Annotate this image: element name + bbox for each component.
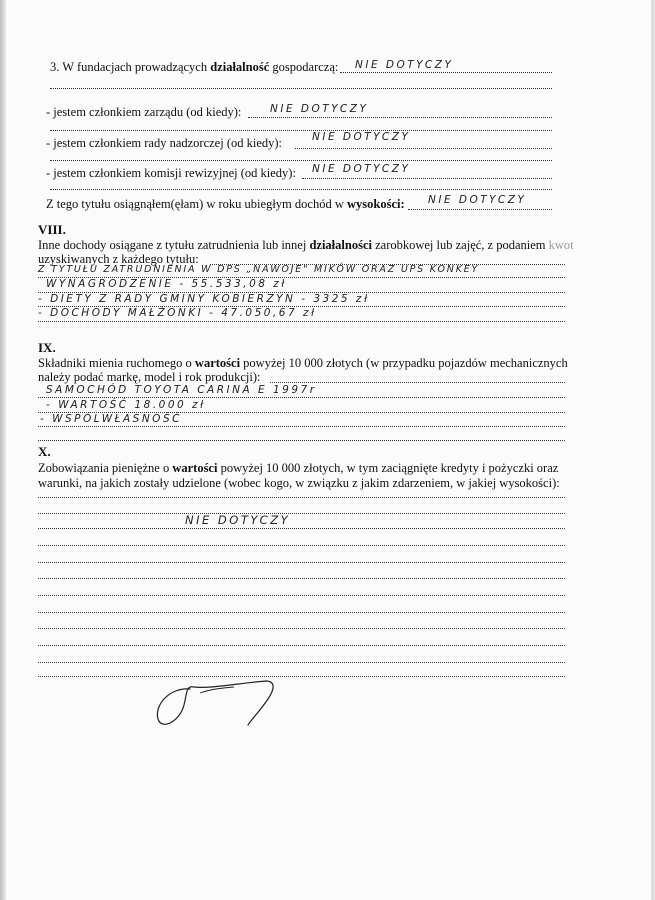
fill-line	[50, 130, 552, 131]
sec10-heading: X.	[38, 444, 51, 459]
fill-line	[340, 72, 552, 73]
sec3-dochod: Z tego tytułu osiągnąłem(ęłam) w roku ubiegłym dochód w wysokości:	[46, 197, 405, 211]
sec8-text2: uzyskiwanych z każdego tytułu:	[38, 252, 199, 266]
sec10-text2: warunki, na jakich zostały udzielone (wobec kogo, w związku z jakim zdarzeniem, w jakiej wysokości):	[38, 476, 560, 490]
fill-line	[38, 662, 565, 663]
sec10-text1: Zobowiązania pieniężne o wartości powyżej 10 000 złotych, w tym zaciągnięte kredyty i pożyczki oraz	[38, 461, 559, 475]
scan-edge-left	[0, 0, 6, 900]
fill-line	[270, 382, 565, 383]
fill-line	[38, 595, 565, 596]
fill-line	[38, 645, 565, 646]
hw-sec8-line: - DOCHODY MAŁŻONKI - 47.050,67 zł	[38, 307, 317, 319]
fill-line	[50, 189, 552, 190]
hw-sec8-line: Z TYTUŁU ZATRUDNIENIA W DPS „NAWOJE" MIKÓW ORAZ UPS KONKEY	[38, 264, 480, 275]
sec9-heading: IX.	[38, 340, 56, 355]
fill-line	[38, 528, 565, 529]
fill-line	[38, 612, 565, 613]
fill-line	[38, 578, 565, 579]
sec3-rada: - jestem członkiem rady nadzorczej (od kiedy):	[46, 136, 283, 150]
fill-line	[50, 88, 552, 89]
hw-sec9-line: SAMOCHÓD TOYOTA CARINA E 1997r	[46, 384, 317, 396]
fill-line	[38, 513, 565, 514]
scan-edge-right	[651, 0, 655, 900]
fill-line	[38, 676, 565, 677]
hw-komisja: NIE DOTYCZY	[312, 163, 411, 175]
hw-sec9-line: - WSPÓLWŁASNOŚĆ	[40, 413, 182, 425]
hw-sec10-answer: NIE DOTYCZY	[185, 513, 291, 527]
hw-rada: NIE DOTYCZY	[312, 131, 411, 143]
fill-line	[38, 426, 565, 427]
sec9-text1: Składniki mienia ruchomego o wartości powyżej 10 000 złotych (w przypadku pojazdów mechanicznych	[38, 356, 568, 370]
fill-line	[295, 148, 552, 149]
hw-sec8-line: - DIETY Z RADY GMINY KOBIERZYN - 3325 zł	[38, 293, 370, 305]
fill-line	[38, 321, 565, 322]
sec9-text2: należy podać markę, model i rok produkcji):	[38, 370, 261, 384]
fill-line	[248, 117, 552, 118]
fill-line	[38, 628, 565, 629]
sec8-text1: Inne dochody osiągane z tytułu zatrudnienia lub innej działalności zarobkowej lub zajęć, z podaniem kwot	[38, 238, 574, 252]
handwritten-signature	[150, 675, 280, 735]
fill-line	[38, 497, 565, 498]
fill-line	[38, 397, 565, 398]
sec8-heading: VIII.	[38, 222, 66, 237]
fill-line	[408, 209, 552, 210]
fill-line	[38, 562, 565, 563]
hw-dochod: NIE DOTYCZY	[428, 194, 527, 206]
sec3-komisja: - jestem członkiem komisji rewizyjnej (od kiedy):	[46, 166, 296, 180]
sec3-line1: 3. W fundacjach prowadzących działalność gospodarczą:	[50, 60, 339, 74]
fill-line	[38, 545, 565, 546]
fill-line	[302, 178, 552, 179]
hw-zarzad: NIE DOTYCZY	[270, 103, 369, 115]
hw-sec8-line: WYNAGRODZENIE - 55.533,08 zł	[46, 278, 287, 290]
fill-line	[50, 160, 552, 161]
fill-line	[38, 440, 565, 441]
hw-sec9-line: - WARTOŚĆ 18.000 zł	[46, 399, 206, 411]
hw-sec3-answer: NIE DOTYCZY	[355, 59, 454, 71]
sec3-zarzad: - jestem członkiem zarządu (od kiedy):	[46, 105, 242, 119]
